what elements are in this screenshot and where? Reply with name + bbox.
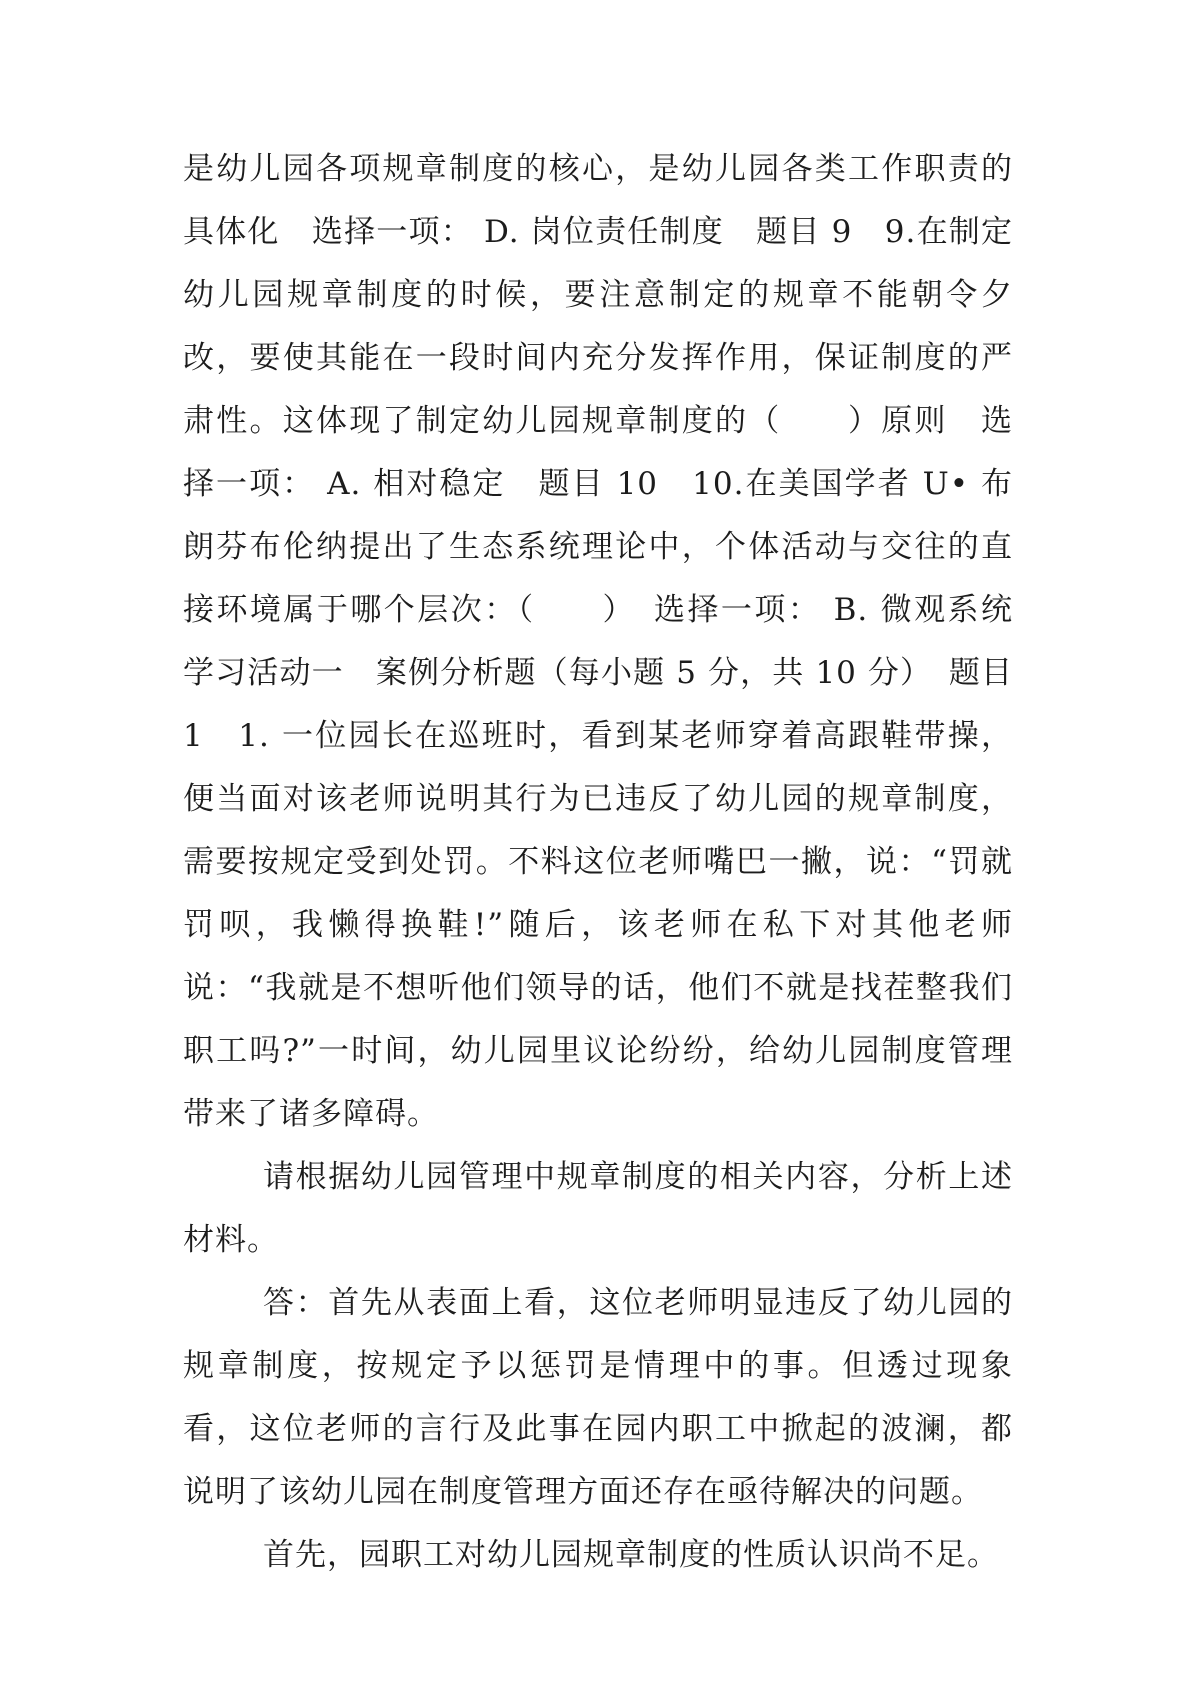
paragraph-question-text: 是幼儿园各项规章制度的核心，是幼儿园各类工作职责的具体化 选择一项： D. 岗位责任制度 题目 9 9.在制定幼儿园规章制度的时候，要注意制定的规章不能朝令夕改，要使其能在一段时间内充分发挥作用，保证制度的严肃性。这体现了制定幼儿园规章制度的（ ）原则 选择一项： A. 相对稳定 题目 10 10.在美国学者 U• 布朗芬布伦纳提出了生态系统理论中，个体活动与交往的直接环境属于哪个层次：（ ） 选择一项： B. 微观系统 学习活动一 案例分析题（每小题 5 分，共 10 分） 题目 1 1. 一位园长在巡班时，看到某老师穿着高跟鞋带操，便当面对该老师说明其行为已违反了幼儿园的规章制度，需要按规定受到处罚。不料这位老师嘴巴一撇，说：“罚就罚呗，我懒得换鞋!”随后，该老师在私下对其他老师说：“我就是不想听他们领导的话，他们不就是找茬整我们职工吗?”一时间，幼儿园里议论纷纷，给幼儿园制度管理带来了诸多障碍。: [183, 151, 1045, 1132]
paragraph-prompt: 请根据幼儿园管理中规章制度的相关内容，分析上述材料。: [183, 1159, 1013, 1258]
document-body: [183, 138, 1045, 1587]
paragraph-first-point: 首先，园职工对幼儿园规章制度的性质认识尚不足。: [263, 1537, 999, 1573]
paragraph-answer: 答：首先从表面上看，这位老师明显违反了幼儿园的规章制度，按规定予以惩罚是情理中的事。但透过现象看，这位老师的言行及此事在园内职工中掀起的波澜，都说明了该幼儿园在制度管理方面还存在亟待解决的问题。: [183, 1285, 1013, 1510]
